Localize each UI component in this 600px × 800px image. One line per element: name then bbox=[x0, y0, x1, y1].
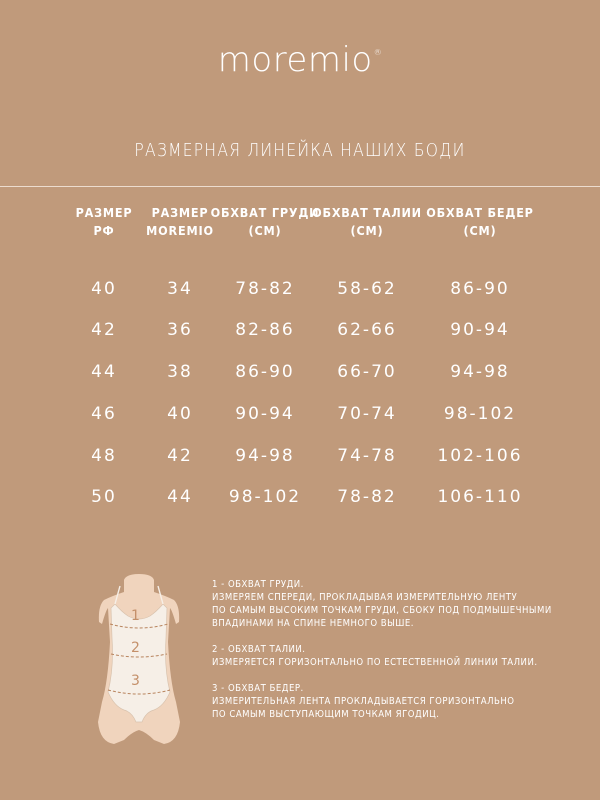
note-line: ПО САМЫМ ВЫСОКИМ ТОЧКАМ ГРУДИ, СБОКУ ПОД ПОДМЫШЕЧНЫМИ bbox=[212, 605, 552, 616]
header-size-rf: РАЗМЕР РФ bbox=[75, 205, 133, 238]
table-cell: 78-82 bbox=[235, 279, 295, 299]
note-line: ПО САМЫМ ВЫСТУПАЮЩИМ ТОЧКАМ ЯГОДИЦ. bbox=[212, 709, 440, 720]
table-cell: 82-86 bbox=[235, 320, 295, 340]
table-cell: 50 bbox=[91, 487, 117, 507]
table-cell: 70-74 bbox=[337, 404, 397, 424]
table-cell: 48 bbox=[91, 446, 117, 466]
table-cell: 44 bbox=[91, 362, 117, 382]
body-measurement-figure bbox=[84, 572, 194, 752]
note-line: ИЗМЕРЯЕТСЯ ГОРИЗОНТАЛЬНО ПО ЕСТЕСТВЕННОЙ ЛИНИИ ТАЛИИ. bbox=[212, 657, 538, 668]
figure-label-3: 3 bbox=[131, 673, 140, 689]
note-line: ВПАДИНАМИ НА СПИНЕ НЕМНОГО ВЫШЕ. bbox=[212, 618, 414, 629]
table-cell: 78-82 bbox=[337, 487, 397, 507]
header-bust: ОБХВАТ ГРУДИ (СМ) bbox=[210, 205, 320, 238]
table-cell: 90-94 bbox=[450, 320, 510, 340]
note-line: ИЗМЕРИТЕЛЬНАЯ ЛЕНТА ПРОКЛАДЫВАЕТСЯ ГОРИЗОНТАЛЬНО bbox=[212, 696, 515, 707]
table-cell: 94-98 bbox=[450, 362, 510, 382]
table-cell: 34 bbox=[167, 279, 193, 299]
table-cell: 58-62 bbox=[337, 279, 397, 299]
table-cell: 102-106 bbox=[437, 446, 523, 466]
table-cell: 98-102 bbox=[443, 404, 517, 424]
figure-label-1: 1 bbox=[131, 608, 140, 624]
table-cell: 42 bbox=[167, 446, 193, 466]
table-cell: 36 bbox=[167, 320, 193, 340]
note-title: 2 - ОБХВАТ ТАЛИИ. bbox=[212, 644, 306, 655]
note-line: ИЗМЕРЯЕМ СПЕРЕДИ, ПРОКЛАДЫВАЯ ИЗМЕРИТЕЛЬНУЮ ЛЕНТУ bbox=[212, 592, 518, 603]
table-cell: 44 bbox=[167, 487, 193, 507]
header-size-moremio: РАЗМЕР MOREMIO bbox=[146, 205, 214, 238]
table-cell: 62-66 bbox=[337, 320, 397, 340]
note-title: 3 - ОБХВАТ БЕДЕР. bbox=[212, 683, 304, 694]
table-cell: 86-90 bbox=[235, 362, 295, 382]
figure-label-2: 2 bbox=[131, 640, 140, 656]
note-title: 1 - ОБХВАТ ГРУДИ. bbox=[212, 579, 304, 590]
table-cell: 94-98 bbox=[235, 446, 295, 466]
registered-mark: ® bbox=[373, 48, 383, 57]
table-cell: 40 bbox=[167, 404, 193, 424]
header-hips: ОБХВАТ БЕДЕР (СМ) bbox=[426, 205, 534, 238]
header-waist: ОБХВАТ ТАЛИИ (СМ) bbox=[312, 205, 422, 238]
measurement-notes bbox=[212, 578, 582, 721]
table-cell: 74-78 bbox=[337, 446, 397, 466]
table-cell: 86-90 bbox=[450, 279, 510, 299]
divider bbox=[0, 186, 600, 187]
page-title: РАЗМЕРНАЯ ЛИНЕЙКА НАШИХ БОДИ bbox=[134, 140, 466, 161]
table-cell: 38 bbox=[167, 362, 193, 382]
brand-name: moremio bbox=[217, 40, 373, 80]
table-cell: 98-102 bbox=[228, 487, 302, 507]
table-cell: 90-94 bbox=[235, 404, 295, 424]
table-cell: 66-70 bbox=[337, 362, 397, 382]
table-cell: 106-110 bbox=[437, 487, 523, 507]
table-cell: 46 bbox=[91, 404, 117, 424]
table-cell: 40 bbox=[91, 279, 117, 299]
brand-logo bbox=[0, 40, 600, 80]
table-cell: 42 bbox=[91, 320, 117, 340]
